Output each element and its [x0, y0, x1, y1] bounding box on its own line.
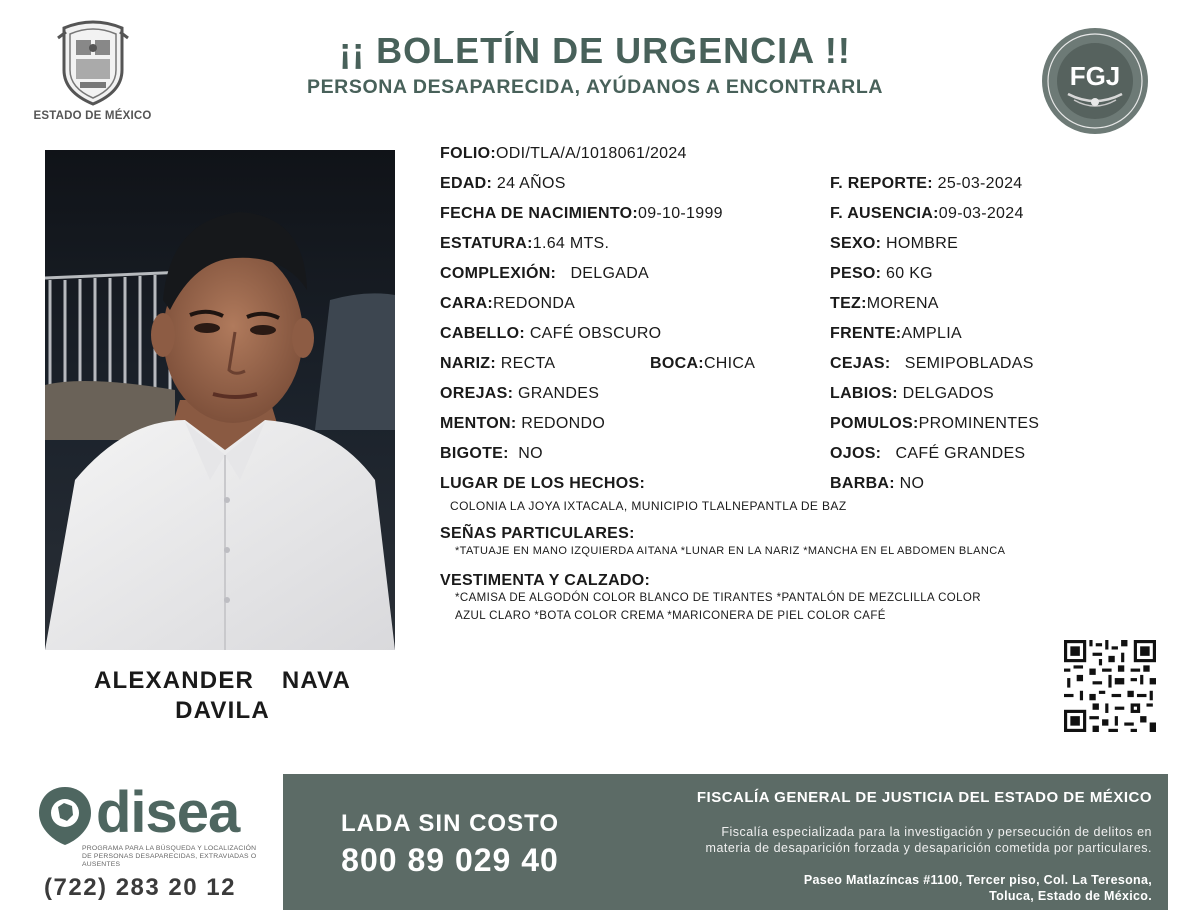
fiscalia-address-line2: Toluca, Estado de México. [989, 889, 1152, 903]
field-senas-label-wrap [440, 525, 635, 543]
field-orejas-value: GRANDES [517, 385, 600, 402]
field-cara [440, 295, 575, 313]
field-senas-value: *TATUAJE EN MANO IZQUIERDA AITANA *LUNAR EN LA NARIZ *MANCHA EN EL ABDOMEN BLANCA [455, 545, 1006, 557]
field-menton [440, 415, 605, 433]
field-bigote [440, 445, 543, 463]
missing-person-photo [45, 150, 395, 650]
field-vestimenta-line1: *CAMISA DE ALGODÓN COLOR BLANCO DE TIRANTES *PANTALÓN DE MEZCLILLA COLOR [455, 592, 981, 604]
lada-sin-costo-number[interactable]: 800 89 029 40 [341, 842, 559, 878]
odisea-program-line2: DE PERSONAS DESAPARECIDAS, EXTRAVIADAS O [82, 853, 257, 861]
field-complexion-value: DELGADA [570, 265, 650, 282]
field-lugar-label: LUGAR DE LOS HECHOS: [440, 475, 646, 492]
field-ojos-value: CAFÉ GRANDES [895, 445, 1026, 462]
field-sexo-value: HOMBRE [886, 235, 959, 252]
field-bigote-value: NO [518, 445, 543, 462]
field-pomulos-label: POMULOS: [830, 415, 919, 432]
field-labios-label: LABIOS: [830, 385, 898, 402]
field-vestimenta-label: VESTIMENTA Y CALZADO: [440, 572, 651, 589]
field-pomulos [830, 415, 1039, 433]
field-boca-label: BOCA: [650, 355, 704, 372]
field-orejas [440, 385, 599, 403]
field-peso-label: PESO: [830, 265, 882, 282]
field-menton-value: REDONDO [521, 415, 606, 432]
field-peso-value: 60 KG [886, 265, 933, 282]
field-tez-label: TEZ: [830, 295, 867, 312]
field-estatura [440, 235, 609, 253]
odisea-map-pin-icon [36, 785, 94, 847]
field-vestimenta-line2: AZUL CLARO *BOTA COLOR CREMA *MARICONERA DE PIEL COLOR CAFÉ [455, 610, 886, 622]
field-estatura-value: 1.64 MTS. [532, 235, 610, 252]
field-boca-value: CHICA [703, 355, 756, 372]
field-f-reporte [830, 175, 1022, 193]
field-bigote-label: BIGOTE: [440, 445, 509, 462]
field-pomulos-value: PROMINENTES [918, 415, 1040, 432]
field-barba-value: NO [899, 475, 925, 492]
field-boca [650, 355, 755, 373]
field-cabello [440, 325, 661, 343]
field-f-ausencia [830, 205, 1024, 223]
page-title: ¡¡ BOLETÍN DE URGENCIA !! [339, 30, 851, 71]
field-cejas-label: CEJAS: [830, 355, 891, 372]
field-labios-value: DELGADOS [902, 385, 994, 402]
field-folio-value: ODI/TLA/A/1018061/2024 [496, 145, 687, 162]
field-edad-label: EDAD: [440, 175, 493, 192]
fiscalia-description-line2: materia de desaparición forzada y desaparición cometida por particulares. [705, 841, 1152, 855]
field-cabello-label: CABELLO: [440, 325, 526, 342]
odisea-program-line3: AUSENTES [82, 861, 121, 869]
field-senas-label: SEÑAS PARTICULARES: [440, 525, 635, 542]
field-f-ausencia-label: F. AUSENCIA: [830, 205, 939, 222]
fiscalia-description-line1: Fiscalía especializada para la investigación y persecución de delitos en [721, 825, 1152, 839]
field-fecha-nacimiento-label: FECHA DE NACIMIENTO: [440, 205, 638, 222]
field-complexion [440, 265, 649, 283]
field-barba-label: BARBA: [830, 475, 895, 492]
odisea-program-text [82, 845, 312, 870]
fiscalia-address-line1: Paseo Matlazíncas #1100, Tercer piso, Col. La Teresona, [803, 873, 1152, 887]
field-nariz-label: NARIZ: [440, 355, 497, 372]
field-orejas-label: OREJAS: [440, 385, 514, 402]
coat-of-arms-icon [54, 18, 132, 106]
field-edad [440, 175, 566, 193]
field-lugar-value: COLONIA LA JOYA IXTACALA, MUNICIPIO TLALNEPANTLA DE BAZ [450, 499, 847, 513]
field-frente-value: AMPLIA [901, 325, 962, 342]
odisea-program-line1: PROGRAMA PARA LA BÚSQUEDA Y LOCALIZACIÓN [82, 845, 257, 852]
field-vestimenta-label-wrap [440, 572, 650, 590]
field-frente [830, 325, 962, 343]
field-ojos [830, 445, 1025, 463]
field-f-reporte-value: 25-03-2024 [937, 175, 1023, 192]
person-name-line2: DAVILA [175, 697, 270, 724]
field-ojos-label: OJOS: [830, 445, 882, 462]
field-f-reporte-label: F. REPORTE: [830, 175, 933, 192]
field-frente-label: FRENTE: [830, 325, 902, 342]
field-cara-label: CARA: [440, 295, 494, 312]
field-complexion-label: COMPLEXIÓN: [440, 265, 557, 282]
person-name [45, 666, 400, 726]
field-f-ausencia-value: 09-03-2024 [938, 205, 1024, 222]
field-tez [830, 295, 939, 313]
state-label: ESTADO DE MÉXICO [33, 110, 152, 122]
odisea-wordmark: disea [96, 780, 240, 845]
qr-code-icon[interactable] [1064, 640, 1156, 732]
estado-de-mexico-logo [30, 18, 155, 122]
field-cabello-value: CAFÉ OBSCURO [529, 325, 662, 342]
contact-phone[interactable]: (722) 283 20 12 [44, 874, 236, 901]
odisea-logo [36, 780, 281, 880]
field-cejas-value: SEMIPOBLADAS [904, 355, 1034, 372]
field-edad-value: 24 AÑOS [496, 175, 566, 192]
field-barba [830, 475, 924, 493]
field-nariz [440, 355, 555, 373]
field-labios [830, 385, 994, 403]
field-fecha-nacimiento-value: 09-10-1999 [638, 205, 723, 222]
field-menton-label: MENTON: [440, 415, 517, 432]
fgj-logo-text: FGJ [1069, 61, 1121, 91]
fgj-seal-icon [1040, 26, 1150, 136]
page-subtitle: PERSONA DESAPARECIDA, AYÚDANOS A ENCONTRARLA [306, 76, 884, 98]
field-cejas [830, 355, 1034, 373]
field-tez-value: MORENA [866, 295, 939, 312]
field-lugar-label-wrap [440, 475, 645, 493]
field-estatura-label: ESTATURA: [440, 235, 533, 252]
field-folio [440, 145, 687, 163]
field-sexo-label: SEXO: [830, 235, 882, 252]
field-cara-value: REDONDA [493, 295, 576, 312]
field-sexo [830, 235, 958, 253]
lada-sin-costo-title: LADA SIN COSTO [340, 810, 559, 837]
field-nariz-value: RECTA [500, 355, 556, 372]
field-fecha-nacimiento [440, 205, 723, 223]
person-name-line1: ALEXANDER NAVA [93, 667, 352, 694]
field-peso [830, 265, 933, 283]
field-folio-label: FOLIO: [440, 145, 497, 162]
fiscalia-title: FISCALÍA GENERAL DE JUSTICIA DEL ESTADO DE MÉXICO [696, 789, 1152, 806]
